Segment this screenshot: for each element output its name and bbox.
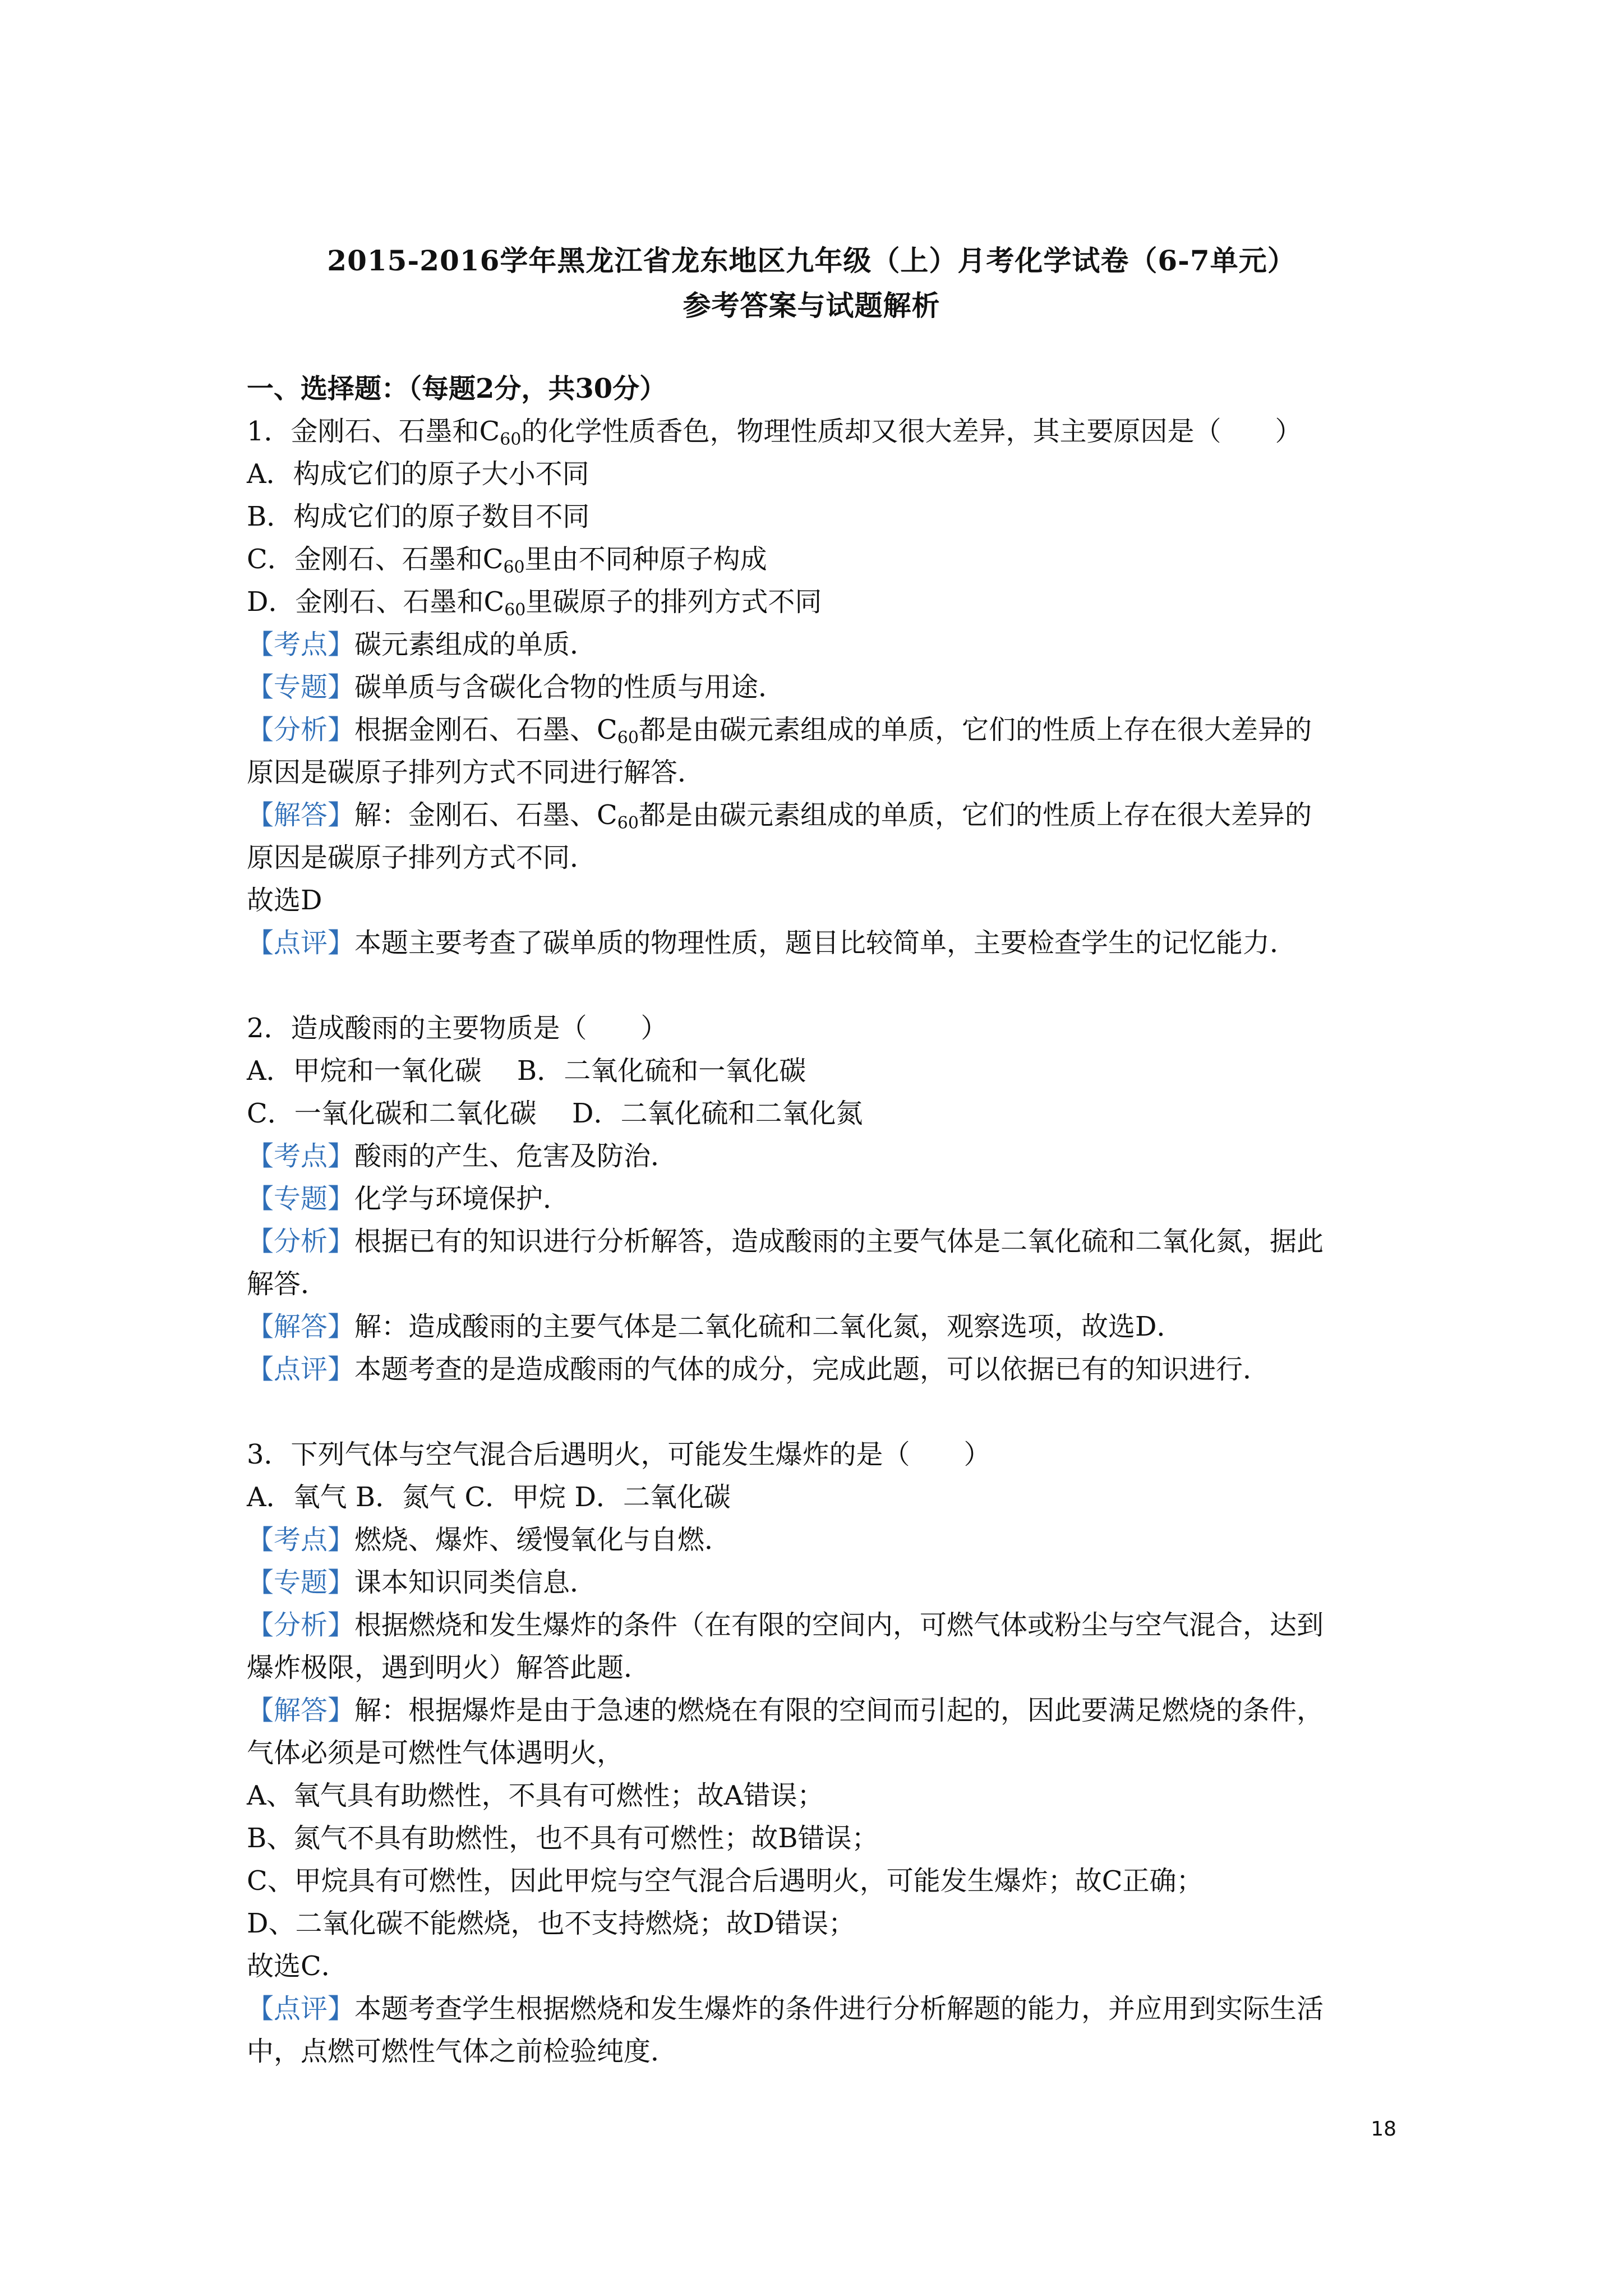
tag-content: 本题考查的是造成酸雨的气体的成分，完成此题，可以依据已有的知识进行． xyxy=(354,1354,1270,1385)
question-2-answer xyxy=(247,1305,1396,1348)
question-2-analysis-continued: 解答． xyxy=(247,1268,328,1300)
question-1-option-b: B．构成它们的原子数目不同 xyxy=(247,501,590,532)
question-3-comment-continued: 中，点燃可燃性气体之前检验纯度． xyxy=(247,2036,678,2067)
spacer xyxy=(247,964,1396,1007)
tag-label: 【专题】 xyxy=(247,1183,355,1214)
option-text: 里由不同种原子构成 xyxy=(524,544,767,575)
tag-label: 【考点】 xyxy=(247,1524,355,1556)
tag-content: 根据燃烧和发生爆炸的条件（在有限的空间内，可燃气体或粉尘与空气混合，达到 xyxy=(354,1609,1324,1641)
subscript: 60 xyxy=(503,558,525,577)
option-text: C．金刚石、石墨和C xyxy=(247,544,504,575)
question-1-analysis xyxy=(247,708,1396,751)
tag-content: 化学与环境保护． xyxy=(354,1183,570,1214)
tag-label: 【专题】 xyxy=(247,1567,355,1598)
tag-label: 【解答】 xyxy=(247,1311,355,1342)
question-2-options-cd: C．一氧化碳和二氧化碳 D．二氧化硫和二氧化氮 xyxy=(247,1098,863,1129)
tag-content: 本题主要考查了碳单质的物理性质，题目比较简单，主要检查学生的记忆能力． xyxy=(354,927,1297,959)
question-2-topic xyxy=(247,1177,1396,1220)
question-3-analysis xyxy=(247,1604,1396,1646)
tag-label: 【点评】 xyxy=(247,1993,355,2024)
question-1-answer-continued: 原因是碳原子排列方式不同． xyxy=(247,842,597,873)
question-1-comment xyxy=(247,922,1396,964)
question-3-answer xyxy=(247,1689,1396,1732)
question-3-point xyxy=(247,1519,1396,1561)
spacer xyxy=(247,1391,1396,1433)
tag-label: 【考点】 xyxy=(247,629,355,660)
page-number: 18 xyxy=(1371,2118,1396,2141)
question-3-answer-b: B、氮气不具有助燃性，也不具有可燃性；故B错误； xyxy=(247,1823,879,1854)
content-body xyxy=(247,367,1396,2073)
question-3-topic xyxy=(247,1561,1396,1604)
tag-label: 【分析】 xyxy=(247,1226,355,1257)
subscript: 60 xyxy=(617,813,639,833)
tag-content: 酸雨的产生、危害及防治． xyxy=(354,1140,678,1172)
tag-content: 课本知识同类信息． xyxy=(354,1567,597,1598)
question-2-analysis xyxy=(247,1220,1396,1263)
tag-label: 【专题】 xyxy=(247,671,355,703)
question-1-stem xyxy=(247,410,1396,453)
question-3-stem: 3．下列气体与空气混合后遇明火，可能发生爆炸的是（ ） xyxy=(247,1439,991,1470)
tag-content: 碳元素组成的单质． xyxy=(354,629,597,660)
subscript: 60 xyxy=(617,728,639,748)
question-1-topic xyxy=(247,666,1396,708)
question-1-choice: 故选D xyxy=(247,885,322,916)
document-title: 2015-2016学年黑龙江省龙东地区九年级（上）月考化学试卷（6-7单元） xyxy=(327,244,1296,277)
section-heading: 一、选择题：（每题2分，共30分） xyxy=(247,373,667,404)
option-text: 里碳原子的排列方式不同 xyxy=(525,586,822,618)
tag-content: 燃烧、爆炸、缓慢氧化与自燃． xyxy=(354,1524,732,1556)
option-text: D．金刚石、石墨和C xyxy=(247,586,505,618)
tag-content: 碳单质与含碳化合物的性质与用途． xyxy=(354,671,786,703)
question-3-answer-continued: 气体必须是可燃性气体遇明火， xyxy=(247,1737,624,1769)
question-1-answer xyxy=(247,794,1396,836)
question-2-point xyxy=(247,1135,1396,1177)
tag-content: 都是由碳元素组成的单质，它们的性质上存在很大差异的 xyxy=(638,714,1312,746)
tag-label: 【分析】 xyxy=(247,714,355,746)
tag-label: 【分析】 xyxy=(247,1609,355,1641)
tag-label: 【点评】 xyxy=(247,927,355,959)
question-1-option-d xyxy=(247,581,1396,623)
tag-content: 根据金刚石、石墨、C xyxy=(354,714,617,746)
tag-content: 解：根据爆炸是由于急速的燃烧在有限的空间而引起的，因此要满足燃烧的条件， xyxy=(354,1695,1324,1726)
question-3-answer-c: C、甲烷具有可燃性，因此甲烷与空气混合后遇明火，可能发生爆炸；故C正确； xyxy=(247,1865,1204,1897)
stem-text: 的化学性质香色，物理性质却又很大差异，其主要原因是（ ） xyxy=(521,416,1302,447)
tag-label: 【考点】 xyxy=(247,1140,355,1172)
question-2-comment xyxy=(247,1348,1396,1391)
question-2-stem: 2．造成酸雨的主要物质是（ ） xyxy=(247,1013,668,1044)
question-2-options-ab: A．甲烷和一氧化碳 B．二氧化硫和一氧化碳 xyxy=(247,1055,806,1087)
tag-content: 根据已有的知识进行分析解答，造成酸雨的主要气体是二氧化硫和二氧化氮，据此 xyxy=(354,1226,1324,1257)
question-3-choice: 故选C． xyxy=(247,1950,348,1982)
subscript: 60 xyxy=(500,430,522,449)
tag-label: 【解答】 xyxy=(247,799,355,831)
title-block xyxy=(0,238,1623,328)
tag-label: 【点评】 xyxy=(247,1354,355,1385)
question-1-analysis-continued: 原因是碳原子排列方式不同进行解答． xyxy=(247,757,705,788)
question-3-options: A．氧气 B．氮气 C．甲烷 D．二氧化碳 xyxy=(247,1481,731,1513)
question-3-comment xyxy=(247,1987,1396,2030)
question-3-answer-d: D、二氧化碳不能燃烧，也不支持燃烧；故D错误； xyxy=(247,1908,855,1939)
tag-content: 本题考查学生根据燃烧和发生爆炸的条件进行分析解题的能力，并应用到实际生活 xyxy=(354,1993,1324,2024)
tag-content: 解：金刚石、石墨、C xyxy=(354,799,617,831)
subscript: 60 xyxy=(504,600,526,620)
tag-content: 解：造成酸雨的主要气体是二氧化硫和二氧化氮，观察选项，故选D． xyxy=(354,1311,1184,1342)
question-1-option-a: A．构成它们的原子大小不同 xyxy=(247,458,589,490)
question-1-option-c xyxy=(247,538,1396,581)
document-subtitle: 参考答案与试题解析 xyxy=(683,289,940,322)
tag-label: 【解答】 xyxy=(247,1695,355,1726)
question-3-analysis-continued: 爆炸极限，遇到明火）解答此题． xyxy=(247,1652,651,1683)
tag-content: 都是由碳元素组成的单质，它们的性质上存在很大差异的 xyxy=(638,799,1312,831)
stem-text: 1．金刚石、石墨和C xyxy=(247,416,500,447)
question-1-point xyxy=(247,623,1396,666)
question-3-answer-a: A、氧气具有助燃性，不具有可燃性；故A错误； xyxy=(247,1780,824,1811)
